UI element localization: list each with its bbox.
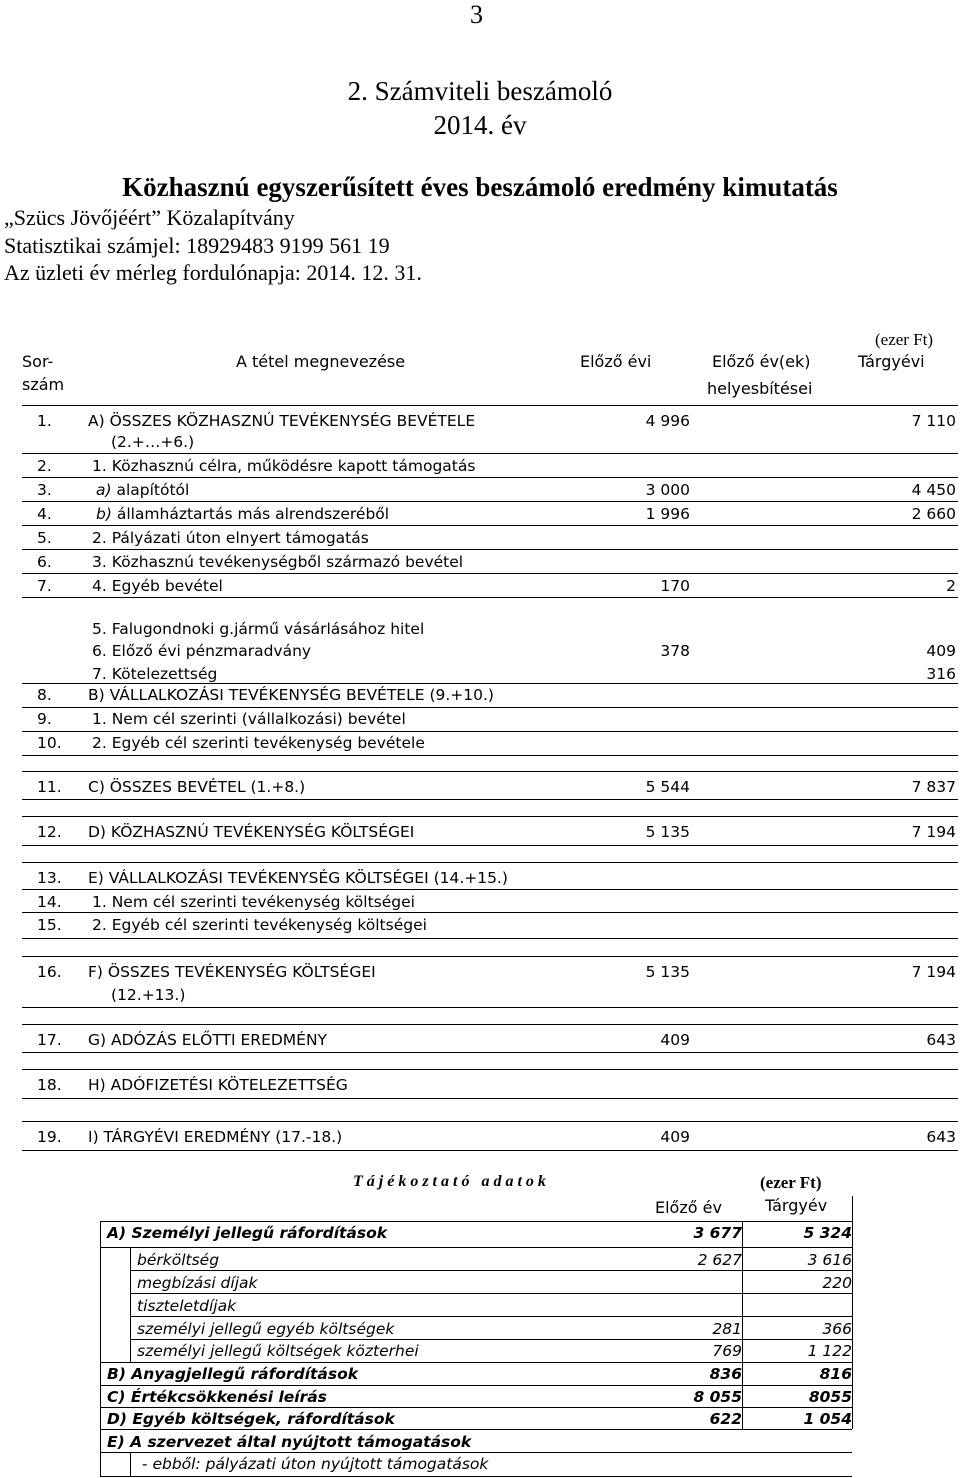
grid-line xyxy=(130,1452,131,1477)
row-prev: 5 135 xyxy=(645,963,690,981)
grid-line xyxy=(100,1407,852,1408)
row-prev: 5 135 xyxy=(645,823,690,841)
row-label: 5. Falugondnoki g.jármű vásárlásához hitel xyxy=(92,620,425,638)
info-prev: 622 xyxy=(709,1410,742,1428)
grid-line xyxy=(100,1429,852,1430)
row-label: G) ADÓZÁS ELŐTTI EREDMÉNY xyxy=(88,1031,328,1049)
info-prev: 8 055 xyxy=(693,1388,742,1406)
info-label: megbízási díjak xyxy=(137,1274,258,1292)
grid-line xyxy=(100,1452,852,1453)
row-label: 2. Pályázati úton elnyert támogatás xyxy=(92,529,369,547)
info-label: személyi jellegű költségek közterhei xyxy=(137,1342,419,1360)
row-prev: 409 xyxy=(660,1031,690,1049)
grid-line xyxy=(130,1293,852,1294)
info-col-curr: Tárgyév xyxy=(765,1196,828,1215)
info-label: C) Értékcsökkenési leírás xyxy=(107,1388,327,1406)
rule xyxy=(22,889,958,890)
row-curr: 643 xyxy=(926,1031,956,1049)
row-number: 11. xyxy=(37,778,62,796)
row-curr: 316 xyxy=(926,665,956,683)
info-curr: 1 054 xyxy=(803,1410,852,1428)
info-label: D) Egyéb költségek, ráfordítások xyxy=(107,1410,395,1428)
report-title: Közhasznú egyszerűsített éves beszámoló eredmény kimutatás xyxy=(122,172,838,202)
row-label: 7. Kötelezettség xyxy=(92,665,218,683)
row-number: 14. xyxy=(37,893,62,911)
rule xyxy=(22,597,958,598)
row-number: 17. xyxy=(37,1031,62,1049)
info-prev: 2 627 xyxy=(697,1251,742,1269)
grid-line xyxy=(100,1385,852,1386)
rule xyxy=(22,771,958,772)
row-label: 2. Egyéb cél szerinti tevékenység költségei xyxy=(92,916,427,934)
info-title: T á j é k o z t a t ó a d a t o k xyxy=(353,1173,546,1190)
rule xyxy=(22,477,958,478)
info-curr: 1 122 xyxy=(807,1342,852,1360)
grid-line xyxy=(130,1316,852,1317)
grid-line xyxy=(130,1339,852,1340)
row-curr: 2 xyxy=(946,577,956,595)
row-curr: 7 110 xyxy=(911,412,956,430)
rule xyxy=(22,501,958,502)
row-label-prefix: b) xyxy=(96,505,112,523)
section-title: 2. Számviteli beszámoló xyxy=(347,76,613,106)
row-label: E) VÁLLALKOZÁSI TEVÉKENYSÉG KÖLTSÉGEI (14.+15.) xyxy=(88,869,508,887)
rule xyxy=(22,1069,958,1070)
info-label: bérköltség xyxy=(137,1251,220,1269)
row-label: H) ADÓFIZETÉSI KÖTELEZETTSÉG xyxy=(88,1076,348,1094)
rule xyxy=(22,731,958,732)
header-name: A tétel megnevezése xyxy=(236,352,406,371)
stat-number: Statisztikai számjel: 18929483 9199 561 19 xyxy=(4,233,390,258)
row-number: 16. xyxy=(37,963,62,981)
rule xyxy=(22,405,958,406)
header-szam: szám xyxy=(22,375,65,394)
row-label-cont: (2.+…+6.) xyxy=(111,433,195,451)
balance-date: Az üzleti év mérleg fordulónapja: 2014. 12. 31. xyxy=(4,260,422,285)
row-label: 2. Egyéb cél szerinti tevékenység bevétele xyxy=(92,734,425,752)
rule xyxy=(22,938,958,939)
info-label: A) Személyi jellegű ráfordítások xyxy=(107,1224,388,1242)
row-prev: 5 544 xyxy=(645,778,690,796)
unit-label: (ezer Ft) xyxy=(875,330,934,349)
grid-line xyxy=(130,1270,852,1271)
row-curr: 2 660 xyxy=(911,505,956,523)
row-label-cont: (12.+13.) xyxy=(111,986,186,1004)
header-sor: Sor- xyxy=(22,352,54,371)
rule xyxy=(22,862,958,863)
rule xyxy=(22,707,958,708)
rule xyxy=(22,573,958,574)
grid-line xyxy=(100,1247,852,1248)
info-curr: 220 xyxy=(822,1274,852,1292)
rule xyxy=(22,816,958,817)
grid-line xyxy=(100,1362,852,1363)
row-number: 12. xyxy=(37,823,62,841)
rule xyxy=(22,956,958,957)
info-prev: 3 677 xyxy=(693,1224,742,1242)
row-curr: 7 837 xyxy=(911,778,956,796)
row-label-text: államháztartás más alrendszeréből xyxy=(111,505,390,523)
row-label: 1. Nem cél szerinti tevékenység költségei xyxy=(92,893,415,911)
grid-line xyxy=(100,1221,852,1222)
rule xyxy=(22,453,958,454)
grid-line xyxy=(852,1196,853,1429)
row-number: 10. xyxy=(37,734,62,752)
info-label: - ebből: pályázati úton nyújtott támogatások xyxy=(137,1455,489,1473)
grid-line xyxy=(742,1221,743,1429)
info-curr: 8055 xyxy=(808,1388,852,1406)
row-number: 7. xyxy=(37,577,52,595)
year-title: 2014. év xyxy=(433,110,527,140)
row-number: 19. xyxy=(37,1128,62,1146)
row-label: 3. Közhasznú tevékenységből származó bevétel xyxy=(92,553,464,571)
row-label-prefix: a) xyxy=(96,481,112,499)
row-label: A) ÖSSZES KÖZHASZNÚ TEVÉKENYSÉG BEVÉTELE xyxy=(88,412,476,430)
rule xyxy=(22,1024,958,1025)
rule xyxy=(22,1052,958,1053)
row-curr: 7 194 xyxy=(911,963,956,981)
row-label xyxy=(96,505,389,523)
row-label: F) ÖSSZES TEVÉKENYSÉG KÖLTSÉGEI xyxy=(88,963,376,981)
row-label: 1. Közhasznú célra, működésre kapott támogatás xyxy=(92,457,476,475)
row-label: B) VÁLLALKOZÁSI TEVÉKENYSÉG BEVÉTELE (9.+10.) xyxy=(88,686,494,704)
rule xyxy=(22,845,958,846)
grid-line xyxy=(130,1247,131,1362)
info-curr: 5 324 xyxy=(803,1224,852,1242)
rule xyxy=(22,525,958,526)
row-number: 3. xyxy=(37,481,52,499)
info-curr: 3 616 xyxy=(807,1251,852,1269)
row-prev: 378 xyxy=(660,642,690,660)
rule xyxy=(22,683,958,684)
row-prev: 1 996 xyxy=(645,505,690,523)
row-number: 15. xyxy=(37,916,62,934)
row-curr: 7 194 xyxy=(911,823,956,841)
header-adj2: helyesbítései xyxy=(707,379,813,398)
row-prev: 170 xyxy=(660,577,690,595)
row-number: 9. xyxy=(37,710,52,728)
info-label: személyi jellegű egyéb költségek xyxy=(137,1320,395,1338)
header-adj1: Előző év(ek) xyxy=(712,352,811,371)
rule xyxy=(22,1121,958,1122)
header-prev: Előző évi xyxy=(580,352,652,371)
row-curr: 643 xyxy=(926,1128,956,1146)
info-prev: 281 xyxy=(712,1320,742,1338)
info-unit: (ezer Ft) xyxy=(760,1173,822,1192)
rule xyxy=(22,1098,958,1099)
row-number: 4. xyxy=(37,505,52,523)
header-curr: Tárgyévi xyxy=(858,352,925,371)
row-label: D) KÖZHASZNÚ TEVÉKENYSÉG KÖLTSÉGEI xyxy=(88,823,415,841)
grid-line xyxy=(100,1221,101,1477)
info-label: B) Anyagjellegű ráfordítások xyxy=(107,1365,359,1383)
row-number: 8. xyxy=(37,686,52,704)
info-label: E) A szervezet által nyújtott támogatások xyxy=(107,1433,472,1451)
row-curr: 409 xyxy=(926,642,956,660)
grid-line xyxy=(100,1476,852,1477)
row-number: 13. xyxy=(37,869,62,887)
row-label: 4. Egyéb bevétel xyxy=(92,577,223,595)
info-curr: 366 xyxy=(822,1320,852,1338)
page-number: 3 xyxy=(470,0,483,29)
rule xyxy=(22,1150,958,1151)
organization-name: „Szücs Jövőjéért” Közalapítvány xyxy=(4,205,295,230)
info-prev: 836 xyxy=(709,1365,742,1383)
row-number: 5. xyxy=(37,529,52,547)
rule xyxy=(22,1007,958,1008)
row-prev: 409 xyxy=(660,1128,690,1146)
row-curr: 4 450 xyxy=(911,481,956,499)
row-number: 18. xyxy=(37,1076,62,1094)
row-label: 1. Nem cél szerinti (vállalkozási) bevétel xyxy=(92,710,406,728)
info-curr: 816 xyxy=(819,1365,852,1383)
row-prev: 3 000 xyxy=(645,481,690,499)
rule xyxy=(22,755,958,756)
rule xyxy=(22,799,958,800)
row-label: I) TÁRGYÉVI EREDMÉNY (17.-18.) xyxy=(88,1128,343,1146)
info-label: tiszteletdíjak xyxy=(137,1297,237,1315)
row-prev: 4 996 xyxy=(645,412,690,430)
row-number: 6. xyxy=(37,553,52,571)
row-label-text: alapítótól xyxy=(111,481,190,499)
row-label xyxy=(96,481,189,499)
rule xyxy=(22,912,958,913)
info-prev: 769 xyxy=(712,1342,742,1360)
rule xyxy=(22,549,958,550)
row-label: C) ÖSSZES BEVÉTEL (1.+8.) xyxy=(88,778,306,796)
row-number: 1. xyxy=(37,412,52,430)
row-label: 6. Előző évi pénzmaradvány xyxy=(92,642,312,660)
row-number: 2. xyxy=(37,457,52,475)
info-col-prev: Előző év xyxy=(655,1198,722,1217)
